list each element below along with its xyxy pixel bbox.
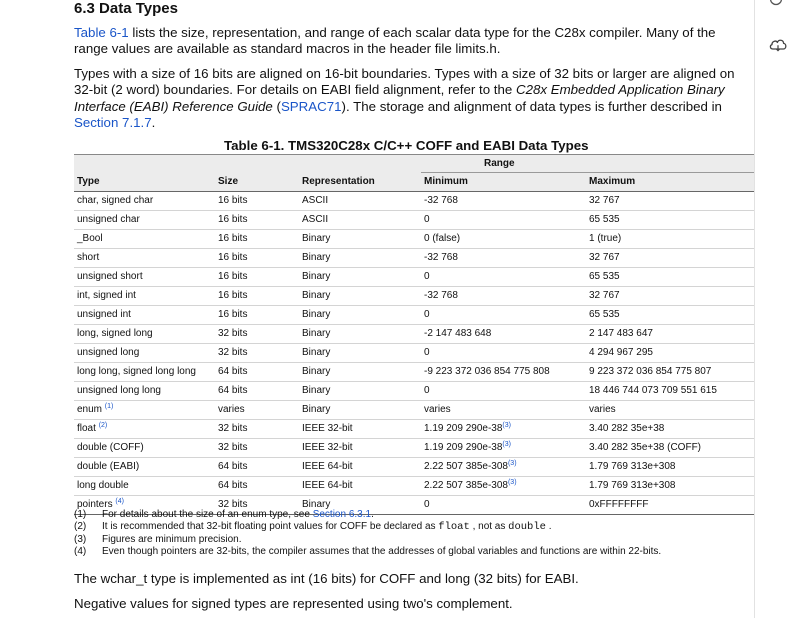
column-header-row [74, 173, 755, 192]
cell-size [215, 249, 299, 268]
cell-size [215, 363, 299, 382]
cell-size-text: 16 bits [218, 214, 248, 225]
cell-type [74, 249, 215, 268]
cell-maximum [586, 211, 755, 230]
cell-size-text: 16 bits [218, 271, 248, 282]
cell-representation-text: Binary [302, 404, 331, 415]
table-row [74, 477, 755, 496]
table-row [74, 363, 755, 382]
cell-minimum [421, 439, 586, 458]
cell-type [74, 344, 215, 363]
table-row [74, 249, 755, 268]
cell-minimum [421, 420, 586, 439]
cell-type-text: _Bool [77, 233, 103, 244]
cell-type-text: unsigned long [77, 347, 140, 358]
footnote-end: . [545, 521, 552, 533]
cell-size [215, 306, 299, 325]
header-type: Type [74, 173, 215, 192]
intro-text: lists the size, representation, and range of each scalar data type for the C28x compiler. Many of the range values are available as standard macros in the header file limits.h. [74, 25, 716, 57]
footnote-2 [74, 521, 754, 533]
cell-size [215, 192, 299, 211]
table-row [74, 306, 755, 325]
cell-size [215, 211, 299, 230]
cell-size-text: 32 bits [218, 442, 248, 453]
cell-maximum-text: 1 (true) [589, 233, 622, 244]
cell-minimum [421, 401, 586, 420]
cell-type-text: unsigned char [77, 214, 140, 225]
cell-type-text: char, signed char [77, 195, 154, 206]
footnote-ref[interactable]: (3) [507, 460, 517, 467]
cell-representation [299, 287, 421, 306]
footnote-text: For details about the size of an enum type, see [102, 509, 313, 520]
cell-maximum-text: 3.40 282 35e+38 [589, 423, 665, 434]
wchar-note: The wchar_t type is implemented as int (16 bits) for COFF and long (32 bits) for EABI. [74, 571, 579, 586]
cell-maximum-text: 32 767 [589, 290, 620, 301]
table-row [74, 420, 755, 439]
cell-representation-text: Binary [302, 366, 331, 377]
footnote-1 [74, 509, 754, 521]
cell-maximum [586, 458, 755, 477]
cell-representation-text: ASCII [302, 214, 329, 225]
cell-representation-text: Binary [302, 252, 331, 263]
cell-size-text: 64 bits [218, 385, 248, 396]
cell-maximum [586, 325, 755, 344]
cell-type-text: float [77, 423, 96, 434]
cell-size-text: 32 bits [218, 499, 248, 510]
cell-maximum [586, 382, 755, 401]
cell-maximum-text: 65 535 [589, 271, 620, 282]
cell-type-text: unsigned short [77, 271, 143, 282]
cell-type [74, 192, 215, 211]
cell-size [215, 287, 299, 306]
cell-representation [299, 192, 421, 211]
cell-maximum-text: 1.79 769 313e+308 [589, 461, 676, 472]
table-footnotes [74, 509, 754, 559]
cell-representation-text: Binary [302, 328, 331, 339]
cell-representation [299, 211, 421, 230]
table-row [74, 287, 755, 306]
cell-size-text: 32 bits [218, 347, 248, 358]
cell-representation [299, 363, 421, 382]
cell-type [74, 268, 215, 287]
range-header: Range [421, 155, 755, 173]
cell-maximum-text: 32 767 [589, 195, 620, 206]
cell-maximum-text: 0xFFFFFFFF [589, 499, 649, 510]
cell-minimum [421, 268, 586, 287]
cell-minimum-text: -32 768 [424, 252, 458, 263]
cell-minimum-text: 0 [424, 214, 430, 225]
cell-size [215, 439, 299, 458]
cell-minimum [421, 325, 586, 344]
footnote-end: . [371, 509, 374, 520]
cell-representation-text: IEEE 32-bit [302, 442, 353, 453]
cell-type [74, 363, 215, 382]
cell-maximum-text: 9 223 372 036 854 775 807 [589, 366, 712, 377]
cell-type-text: short [77, 252, 100, 263]
cell-representation [299, 401, 421, 420]
cell-size-text: 16 bits [218, 252, 248, 263]
footnote-text: Figures are minimum precision. [102, 533, 242, 545]
float-code: float [438, 521, 470, 534]
alignment-text-2: ( [272, 98, 281, 114]
footnote-number: (1) [74, 509, 87, 520]
table-row [74, 325, 755, 344]
cell-representation-text: Binary [302, 385, 331, 396]
cell-minimum-text: -32 768 [424, 195, 458, 206]
alignment-paragraph [74, 66, 744, 131]
alignment-text-3: ). The storage and alignment of data types is further described in [341, 98, 722, 114]
cell-type [74, 458, 215, 477]
cell-type [74, 477, 215, 496]
alignment-text-1: Types with a size of 16 bits are aligned on 16-bit boundaries. Types with a size of 32 bits or larger are aligned on 32-bit (2 word) boundaries. For details on EABI field alignment, refer to the [74, 66, 735, 98]
cell-minimum-text: 0 [424, 385, 430, 396]
cell-representation-text: Binary [302, 271, 331, 282]
cell-maximum [586, 439, 755, 458]
cell-type-text: double (COFF) [77, 442, 144, 453]
cell-size-text: 64 bits [218, 461, 248, 472]
cell-representation [299, 268, 421, 287]
footnote-text: It is recommended that 32-bit floating point values for COFF be declared as [102, 521, 439, 533]
table-row [74, 458, 755, 477]
cell-size [215, 401, 299, 420]
cell-type [74, 306, 215, 325]
range-spacer [74, 155, 421, 173]
cell-minimum [421, 363, 586, 382]
table-row [74, 211, 755, 230]
data-types-table [74, 154, 755, 515]
eabi-guide-title: C28x Embedded Application Binary Interface (EABI) Reference Guide [74, 82, 725, 114]
cell-representation-text: Binary [302, 499, 331, 510]
cell-maximum [586, 268, 755, 287]
cell-size-text: varies [218, 404, 245, 415]
cell-type-text: unsigned int [77, 309, 131, 320]
cell-minimum [421, 192, 586, 211]
cell-representation [299, 420, 421, 439]
cell-type-text: enum [77, 404, 103, 415]
cell-size-text: 32 bits [218, 328, 248, 339]
cell-representation [299, 458, 421, 477]
cell-maximum [586, 230, 755, 249]
footnote-4 [74, 546, 754, 558]
cell-minimum [421, 382, 586, 401]
footnote-number: (3) [74, 533, 87, 545]
footnote-ref[interactable]: (3) [502, 422, 511, 429]
cell-size [215, 420, 299, 439]
cell-minimum-text: -9 223 372 036 854 775 808 [424, 366, 550, 377]
table-row [74, 192, 755, 211]
cell-size-text: 32 bits [218, 423, 248, 434]
cell-size [215, 382, 299, 401]
cell-size [215, 458, 299, 477]
cell-type-text: int, signed int [77, 290, 136, 301]
header-maximum: Maximum [586, 173, 755, 192]
cloud-icon[interactable] [768, 35, 788, 53]
cell-maximum [586, 306, 755, 325]
cell-size-text: 64 bits [218, 366, 248, 377]
table-caption: Table 6-1. TMS320C28x C/C++ COFF and EABI Data Types [224, 138, 589, 153]
cell-minimum [421, 306, 586, 325]
cell-maximum-text: 18 446 744 073 709 551 615 [589, 385, 717, 396]
cell-size-text: 16 bits [218, 290, 248, 301]
cell-representation [299, 344, 421, 363]
cell-type [74, 325, 215, 344]
cell-size [215, 477, 299, 496]
header-representation: Representation [299, 173, 421, 192]
cell-type [74, 211, 215, 230]
cell-maximum [586, 363, 755, 382]
section-title: 6.3 Data Types [74, 0, 178, 17]
table-row [74, 344, 755, 363]
header-minimum: Minimum [421, 173, 586, 192]
cell-type-text: double (EABI) [77, 461, 140, 472]
cell-minimum-text: 0 (false) [424, 233, 461, 244]
cell-type [74, 439, 215, 458]
cell-minimum-text: 0 [424, 271, 430, 282]
cell-representation [299, 382, 421, 401]
table-6-1-link[interactable]: Table 6-1 [74, 25, 129, 40]
footnote-number: (2) [74, 521, 87, 533]
cell-type-text: long long, signed long long [77, 366, 196, 377]
cell-representation [299, 249, 421, 268]
footnote-mid: , not as [469, 521, 509, 533]
cell-minimum-text: -32 768 [424, 290, 458, 301]
circle-icon[interactable] [769, 0, 783, 6]
cell-minimum [421, 458, 586, 477]
table-row [74, 382, 755, 401]
cell-type [74, 287, 215, 306]
cell-representation [299, 230, 421, 249]
cell-type-text: pointers [77, 499, 113, 510]
intro-paragraph [74, 25, 744, 58]
cell-type-text: unsigned long long [77, 385, 161, 396]
cell-maximum [586, 344, 755, 363]
cell-size-text: 16 bits [218, 309, 248, 320]
table-row [74, 439, 755, 458]
footnote-ref[interactable]: (4) [115, 498, 124, 505]
cell-maximum-text: varies [589, 404, 616, 415]
cell-type [74, 420, 215, 439]
cell-maximum [586, 401, 755, 420]
cell-size [215, 230, 299, 249]
cell-representation-text: IEEE 64-bit [302, 461, 353, 472]
cell-minimum [421, 211, 586, 230]
cell-representation [299, 306, 421, 325]
footnote-ref[interactable]: (3) [507, 479, 517, 486]
cell-representation [299, 439, 421, 458]
right-sidebar [754, 0, 792, 618]
cell-minimum-text: 2.22 507 385e-308 [424, 461, 508, 472]
cell-minimum-text: -2 147 483 648 [424, 328, 492, 339]
cell-maximum [586, 477, 755, 496]
double-code: double [508, 521, 546, 534]
range-group-row [74, 155, 755, 173]
cell-minimum [421, 230, 586, 249]
footnote-number: (4) [74, 546, 87, 558]
footnote-text: Even though pointers are 32-bits, the compiler assumes that the addresses of global variables and functions are within 22-bits. [102, 546, 662, 558]
cell-type-text: long, signed long [77, 328, 153, 339]
cell-minimum [421, 249, 586, 268]
cell-size [215, 344, 299, 363]
cell-representation [299, 325, 421, 344]
table-row [74, 401, 755, 420]
cell-representation-text: Binary [302, 309, 331, 320]
footnote-3 [74, 534, 754, 546]
cell-representation-text: IEEE 64-bit [302, 480, 353, 491]
cell-minimum-text: 1.19 209 290e-38 [424, 423, 503, 434]
cell-maximum [586, 249, 755, 268]
cell-minimum-text: 0 [424, 309, 430, 320]
section-6-3-1-link[interactable]: Section 6.3.1 [312, 509, 372, 520]
sprac71-link[interactable]: SPRAC71 [280, 98, 342, 114]
section-7-1-7-link[interactable]: Section 7.1.7 [74, 114, 152, 130]
cell-type [74, 230, 215, 249]
cell-maximum-text: 32 767 [589, 252, 620, 263]
cell-maximum [586, 420, 755, 439]
cell-maximum-text: 4 294 967 295 [589, 347, 653, 358]
cell-minimum-text: 1.19 209 290e-38 [424, 442, 503, 453]
table-row [74, 268, 755, 287]
cell-size-text: 16 bits [218, 195, 248, 206]
cell-representation-text: Binary [302, 290, 331, 301]
cell-minimum-text: 0 [424, 347, 430, 358]
cell-representation-text: Binary [302, 233, 331, 244]
cell-maximum-text: 2 147 483 647 [589, 328, 653, 339]
cell-representation-text: ASCII [302, 195, 329, 206]
cell-representation [299, 477, 421, 496]
cell-minimum [421, 287, 586, 306]
alignment-text-4: . [151, 114, 156, 130]
signed-note: Negative values for signed types are represented using two's complement. [74, 596, 513, 611]
cell-representation-text: Binary [302, 347, 331, 358]
cell-minimum-text: varies [424, 404, 451, 415]
cell-type [74, 382, 215, 401]
header-size: Size [215, 173, 299, 192]
cell-representation-text: IEEE 32-bit [302, 423, 353, 434]
cell-type [74, 401, 215, 420]
cell-maximum [586, 287, 755, 306]
cell-size [215, 268, 299, 287]
cell-size-text: 64 bits [218, 480, 248, 491]
footnote-ref[interactable]: (3) [502, 441, 511, 448]
cell-minimum [421, 344, 586, 363]
cell-maximum-text: 65 535 [589, 214, 620, 225]
cell-minimum-text: 2.22 507 385e-308 [424, 480, 508, 491]
footnote-ref[interactable]: (1) [104, 403, 114, 410]
cell-minimum-text: 0 [424, 499, 430, 510]
cell-size [215, 325, 299, 344]
cell-maximum-text: 1.79 769 313e+308 [589, 480, 676, 491]
cell-maximum-text: 3.40 282 35e+38 (COFF) [589, 442, 702, 453]
footnote-ref[interactable]: (2) [98, 422, 108, 429]
cell-maximum-text: 65 535 [589, 309, 620, 320]
table-row [74, 230, 755, 249]
cell-maximum [586, 192, 755, 211]
cell-minimum [421, 477, 586, 496]
cell-type-text: long double [77, 480, 129, 491]
cell-size-text: 16 bits [218, 233, 248, 244]
